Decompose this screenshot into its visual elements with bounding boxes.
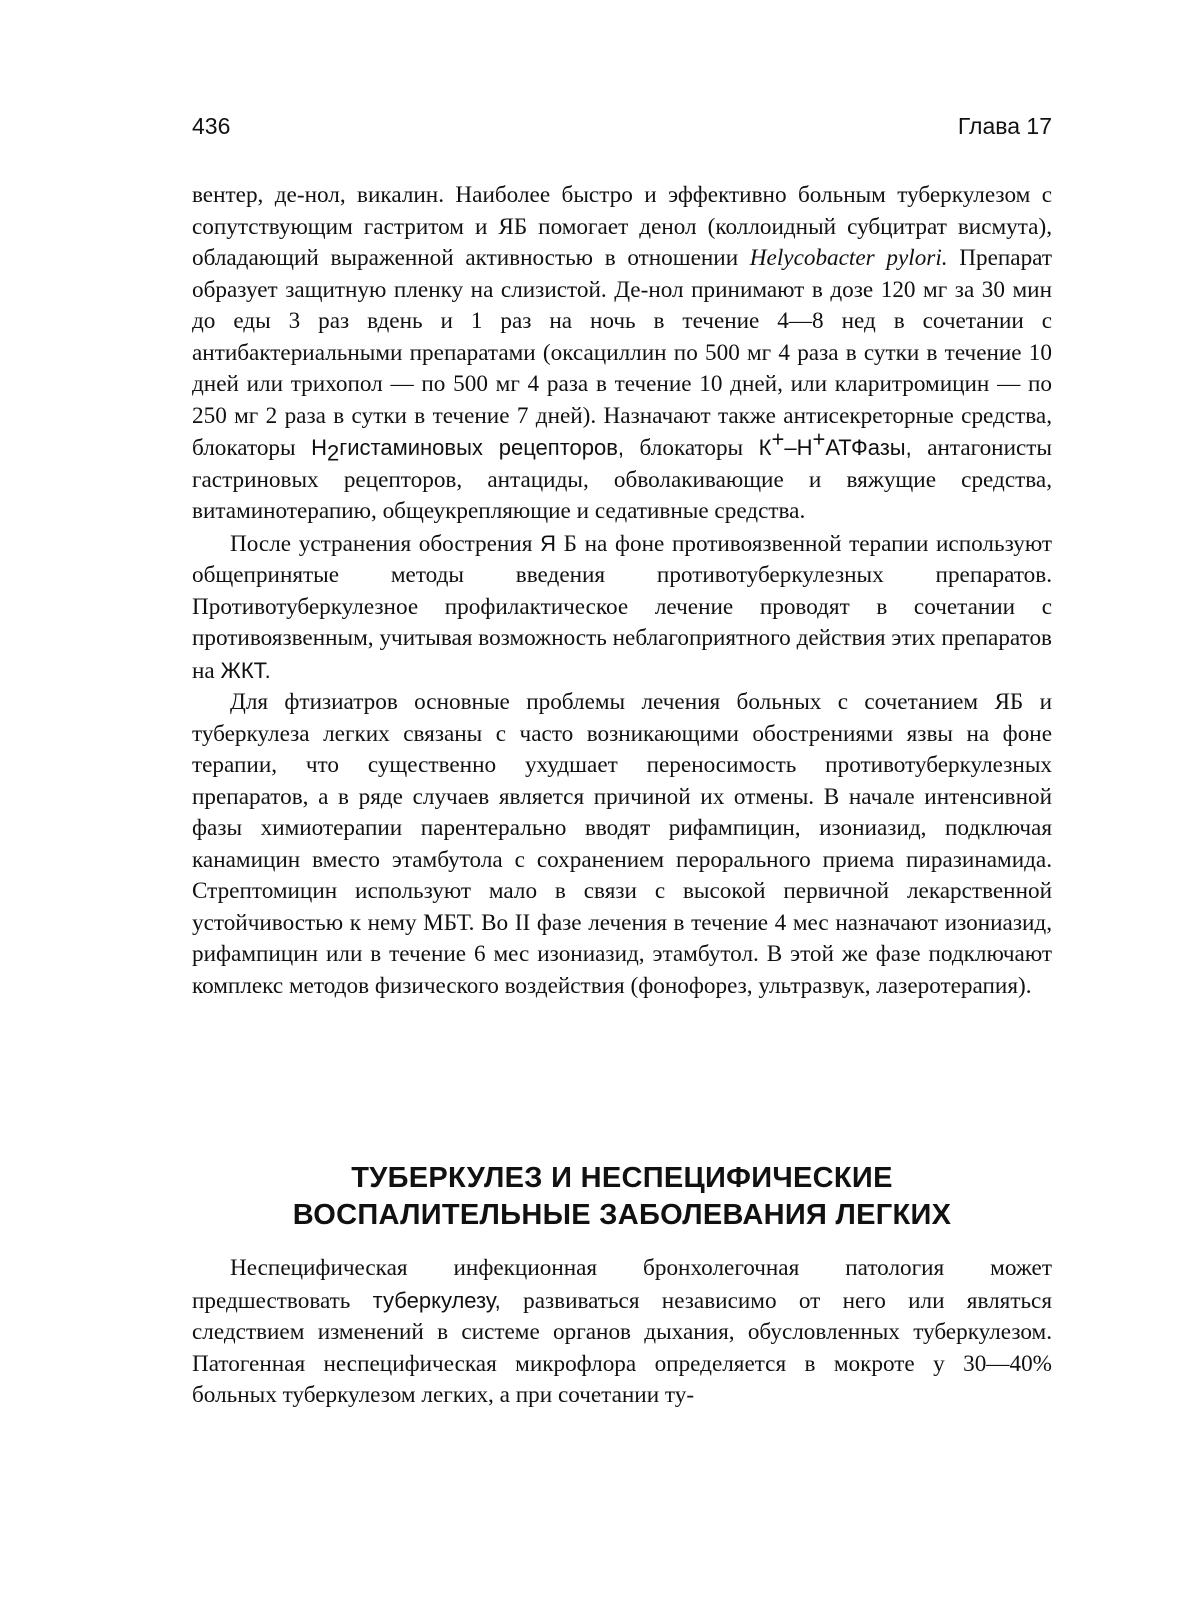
chapter-title: Глава 17 (957, 113, 1052, 139)
yab-letter: Я (540, 530, 556, 556)
zhkt-abbrev: ЖКТ. (220, 657, 271, 683)
bacteria-name: Helycobacter pylori. (749, 245, 948, 271)
section-heading (192, 1160, 1052, 1234)
paragraph-4 (192, 1253, 1052, 1412)
paragraph-2 (192, 528, 1052, 688)
paragraph-2-text: После устранения обострения (230, 530, 541, 557)
main-text (192, 180, 1052, 1002)
histamine-receptors: гистаминовых рецепторов, (339, 435, 625, 460)
page-header (192, 113, 1052, 149)
page-number: 436 (192, 113, 231, 139)
section-heading-line-2: ВОСПАЛИТЕЛЬНЫЕ ЗАБОЛЕВАНИЯ ЛЕГКИХ (292, 1199, 952, 1231)
paragraph-4-text: Неспецифическая инфекционная бронхолегочная патология может предшествовать (192, 1255, 1052, 1314)
paragraph-1-text-end: антагонисты гастриновых рецепторов, антациды, обволакивающие и вяжущие средства, витаминотерапию, общеукрепляющие и седативные средства. (192, 435, 1052, 524)
h2-letter: Н (311, 435, 327, 460)
paragraph-2-text-cont: Б на фоне противоязвенной терапии используют общепринятые методы введения противотуберкулезных препаратов. Противотуберкулезное профилактическое лечение проводят в сочетании с противоязвенным, учитывая возможность неблагоприятного действия этих препаратов на (192, 530, 1052, 684)
h-ion: –Н (784, 435, 813, 460)
paragraph-1-text: вентер, де-нол, викалин. Наиболее быстро и эффективно больным туберкулезом с сопутствующим гастритом и ЯБ помогает денол (коллоидный субцитрат висмута), обладающий выраженной активностью в отношении (192, 182, 1052, 271)
k-ion-charge: + (771, 426, 785, 452)
k-ion: К (758, 435, 772, 460)
h-ion-charge: + (812, 426, 826, 452)
paragraph-4-text-cont: развиваться независимо от него или являться следствием изменений в системе органов дыхания, обусловленных туберкулезом. Патогенная неспецифическая микрофлора определяется в мокроте у 30—40% больных туберкулезом легких, а при сочетании ту- (192, 1287, 1052, 1408)
paragraph-1 (192, 180, 1052, 528)
tuberculosis-word: туберкулезу, (372, 1287, 501, 1313)
paragraph-3: Для фтизиатров основные проблемы лечения больных с сочетанием ЯБ и туберкулеза легких связаны с часто возникающими обострениями язвы на фоне терапии, что существенно ухудшает переносимость противотуберкулезных препаратов, а в ряде случаев является причиной их отмены. В начале интенсивной фазы химиотерапии парентерально вводят рифампицин, изониазид, подключая канамицин вместо этамбутола с сохранением перорального приема пиразинамида. Стрептомицин используют мало в связи с высокой первичной лекарственной устойчивостью к нему МБТ. Во II фазе лечения в течение 4 мес назначают изониазид, рифампицин или в течение 6 мес изониазид, этамбутол. В этой же фазе подключают комплекс методов физического воздействия (фонофорез, ультразвук, лазеротерапия). (192, 689, 1052, 999)
section-heading-line-1: ТУБЕРКУЛЕЗ И НЕСПЕЦИФИЧЕСКИЕ (351, 1162, 893, 1194)
section-text (192, 1253, 1052, 1412)
h2-subscript: 2 (326, 440, 340, 466)
paragraph-1-text-blockers: блокаторы (624, 435, 759, 461)
atpase: АТФазы, (825, 435, 912, 460)
paragraph-1-text-cont: Препарат образует защитную пленку на слизистой. Де-нол принимают в дозе 120 мг за 30 мин до еды 3 раз вдень и 1 раз на ночь в течение 4—8 нед в сочетании с антибактериальными препаратами (оксациллин по 500 мг 4 раза в сутки в течение 10 дней или трихопол — по 500 мг 4 раза в течение 10 дней, или кларитромицин — по 250 мг 2 раза в сутки в течение 7 дней). Назначают также антисекреторные средства, блокаторы (192, 245, 1052, 461)
